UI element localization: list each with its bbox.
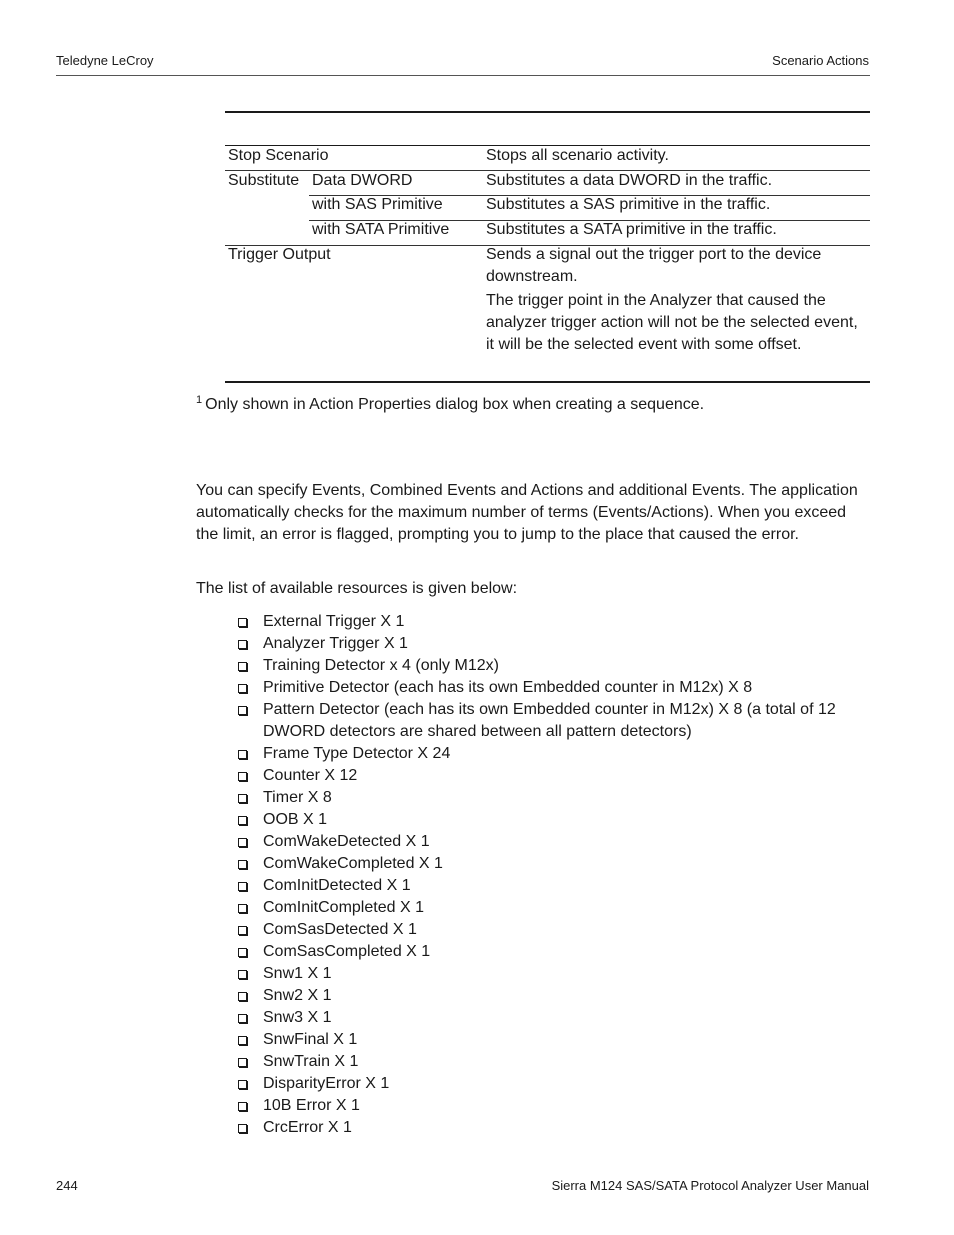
table-cell-action: Trigger Output xyxy=(228,246,331,263)
list-item: ComInitCompleted X 1 xyxy=(236,897,876,919)
checkbox-bullet-icon xyxy=(238,882,247,891)
list-item: ComWakeDetected X 1 xyxy=(236,831,876,853)
list-item: ComInitDetected X 1 xyxy=(236,875,876,897)
list-item: DisparityError X 1 xyxy=(236,1073,876,1095)
page-number: 244 xyxy=(56,1178,78,1193)
checkbox-bullet-icon xyxy=(238,1124,247,1133)
resource-list-intro: The list of available resources is given below: xyxy=(196,580,518,597)
checkbox-bullet-icon xyxy=(238,1014,247,1023)
checkbox-bullet-icon xyxy=(238,706,247,715)
checkbox-bullet-icon xyxy=(238,904,247,913)
list-item: Analyzer Trigger X 1 xyxy=(236,633,876,655)
checkbox-bullet-icon xyxy=(238,992,247,1001)
list-item: CrcError X 1 xyxy=(236,1117,876,1139)
checkbox-bullet-icon xyxy=(238,970,247,979)
table-cell-description: Stops all scenario activity. xyxy=(486,147,669,164)
list-item: OOB X 1 xyxy=(236,809,876,831)
list-item: External Trigger X 1 xyxy=(236,611,876,633)
checkbox-bullet-icon xyxy=(238,1102,247,1111)
list-item: SnwTrain X 1 xyxy=(236,1051,876,1073)
list-item: Primitive Detector (each has its own Embedded counter in M12x) X 8 xyxy=(236,677,876,699)
list-item: Snw1 X 1 xyxy=(236,963,876,985)
checkbox-bullet-icon xyxy=(238,838,247,847)
list-item: Frame Type Detector X 24 xyxy=(236,743,876,765)
table-footnote xyxy=(196,394,704,414)
list-item: Snw3 X 1 xyxy=(236,1007,876,1029)
manual-title: Sierra M124 SAS/SATA Protocol Analyzer User Manual xyxy=(551,1178,869,1193)
checkbox-bullet-icon xyxy=(238,662,247,671)
footnote-mark: 1 xyxy=(196,394,203,406)
list-item: Counter X 12 xyxy=(236,765,876,787)
checkbox-bullet-icon xyxy=(238,750,247,759)
checkbox-bullet-icon xyxy=(238,816,247,825)
table-cell-subaction: Data DWORD xyxy=(312,172,413,189)
table-cell-action: Substitute xyxy=(228,172,300,189)
table-cell-description: Substitutes a data DWORD in the traffic. xyxy=(486,172,773,189)
checkbox-bullet-icon xyxy=(238,640,247,649)
checkbox-bullet-icon xyxy=(238,1080,247,1089)
checkbox-bullet-icon xyxy=(238,926,247,935)
footnote-text: Only shown in Action Properties dialog box when creating a sequence. xyxy=(205,396,705,413)
list-item: Training Detector x 4 (only M12x) xyxy=(236,655,876,677)
list-item: ComSasCompleted X 1 xyxy=(236,941,876,963)
table-top-rule xyxy=(225,111,870,113)
running-header-left: Teledyne LeCroy xyxy=(56,53,154,68)
table-bottom-rule xyxy=(225,381,870,383)
resource-list xyxy=(236,611,876,1139)
running-header-right: Scenario Actions xyxy=(772,53,869,68)
table-cell-description: Sends a signal out the trigger port to the device downstream. xyxy=(486,246,822,285)
checkbox-bullet-icon xyxy=(238,948,247,957)
checkbox-bullet-icon xyxy=(238,860,247,869)
checkbox-bullet-icon xyxy=(238,1036,247,1045)
resource-limit-paragraph: You can specify Events, Combined Events and Actions and additional Events. The application automatically checks for the maximum number of terms (Events/Actions). When you exceed the limit, an error is flagged, prompting you to jump to the place that caused the error. xyxy=(196,482,858,543)
table-cell-subaction: with SAS Primitive xyxy=(312,196,443,213)
checkbox-bullet-icon xyxy=(238,772,247,781)
list-item: Pattern Detector (each has its own Embedded counter in M12x) X 8 (a total of 12 DWORD detectors are shared between all pattern detectors) xyxy=(236,699,876,743)
list-item: SnwFinal X 1 xyxy=(236,1029,876,1051)
header-rule xyxy=(56,75,870,76)
list-item: Timer X 8 xyxy=(236,787,876,809)
table-cell-subaction: with SATA Primitive xyxy=(312,221,450,238)
table-cell-description: Substitutes a SAS primitive in the traffic. xyxy=(486,196,771,213)
list-item: Snw2 X 1 xyxy=(236,985,876,1007)
list-item: ComWakeCompleted X 1 xyxy=(236,853,876,875)
table-cell-description-note: The trigger point in the Analyzer that caused the analyzer trigger action will not be the selected event, it will be the selected event with some offset. xyxy=(486,292,858,353)
checkbox-bullet-icon xyxy=(238,618,247,627)
checkbox-bullet-icon xyxy=(238,794,247,803)
checkbox-bullet-icon xyxy=(238,1058,247,1067)
table-cell-action: Stop Scenario xyxy=(228,147,329,164)
table-cell-description: Substitutes a SATA primitive in the traffic. xyxy=(486,221,777,238)
list-item: ComSasDetected X 1 xyxy=(236,919,876,941)
list-item: 10B Error X 1 xyxy=(236,1095,876,1117)
checkbox-bullet-icon xyxy=(238,684,247,693)
